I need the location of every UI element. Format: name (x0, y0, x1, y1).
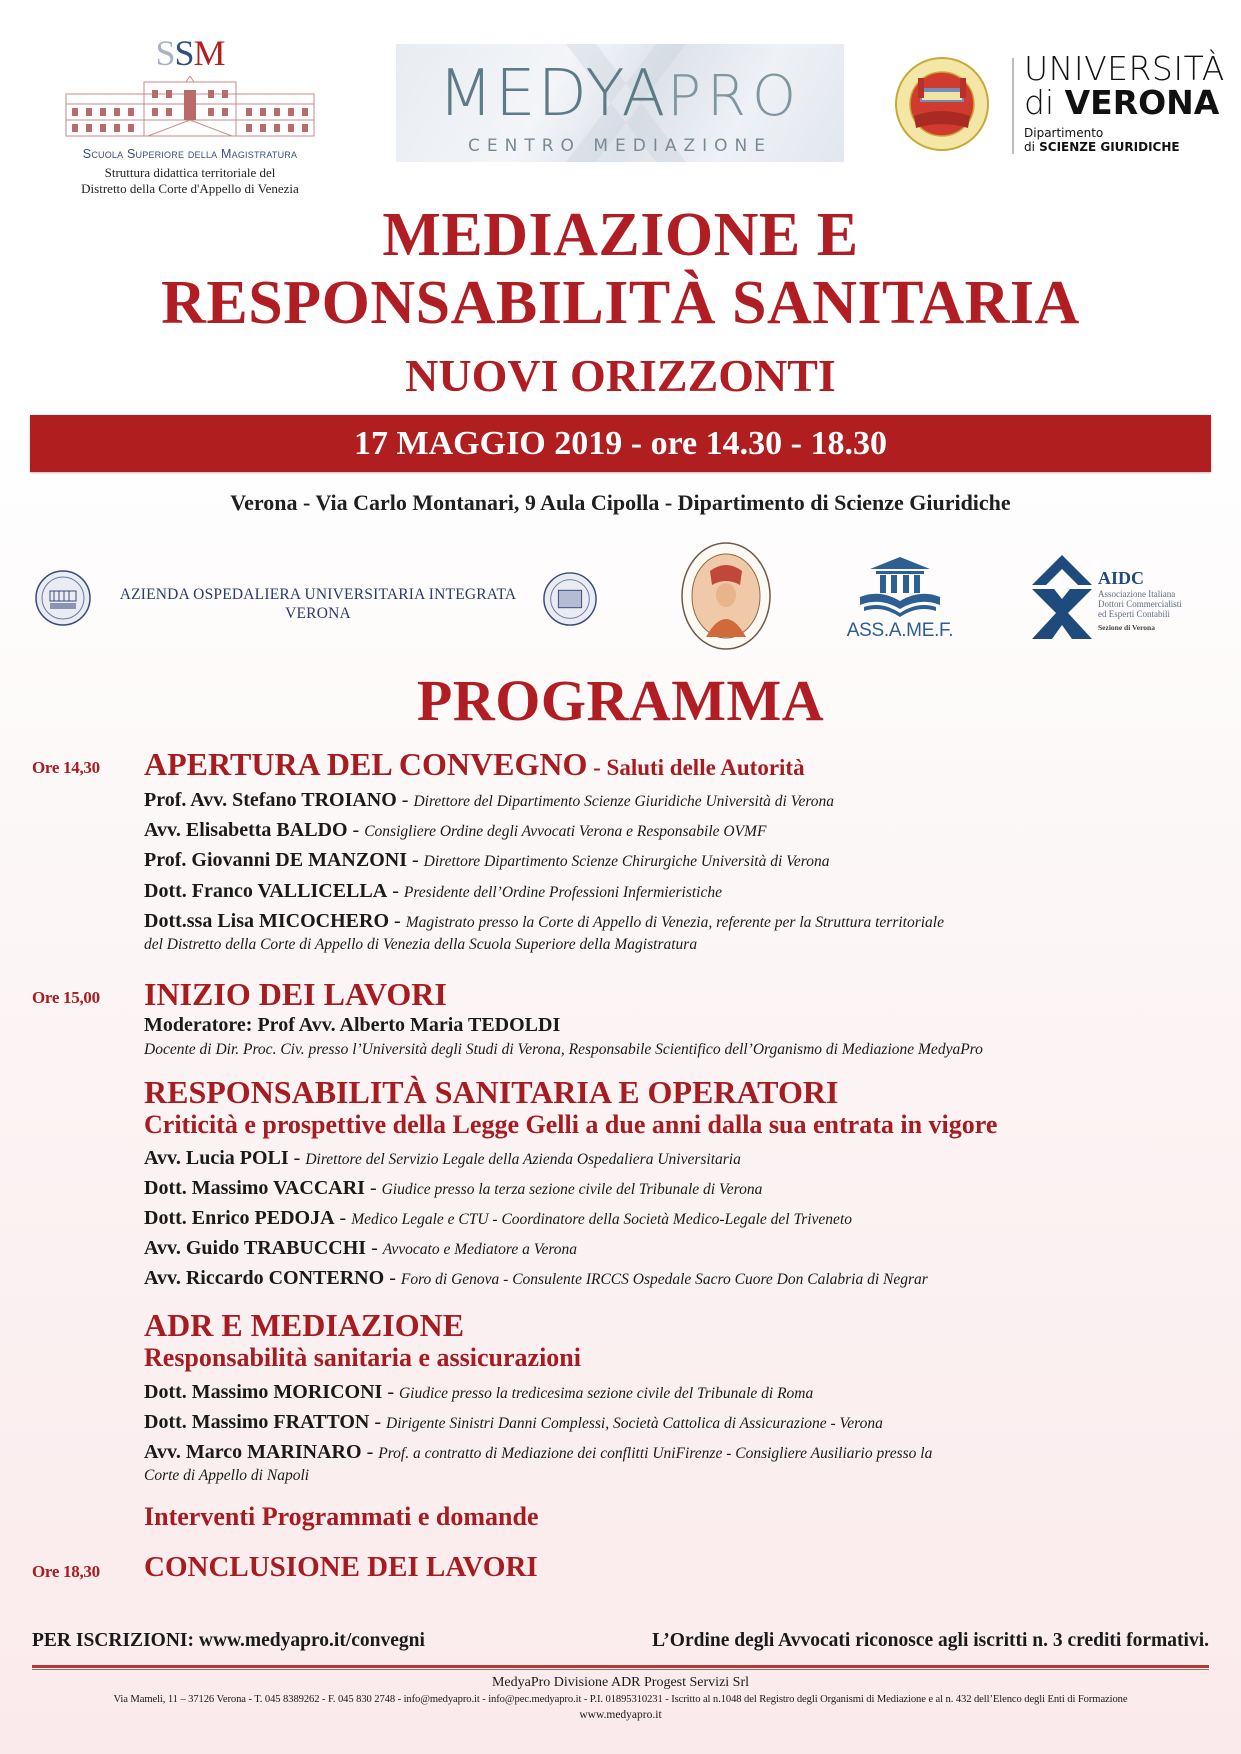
ssm-name: Scuola Superiore della Magistratura (82, 147, 298, 161)
univr-divider (1012, 58, 1014, 154)
speaker-row: Dott. Massimo FRATTON - Dirigente Sinistri Danni Complessi, Società Cattolica di Assicurazione - Verona (144, 1411, 883, 1433)
speaker-row: Dott. Massimo MORICONI - Giudice presso la tredicesima sezione civile del Tribunale di Roma (144, 1381, 814, 1403)
event-title-line1: MEDIAZIONE E (382, 201, 859, 269)
footer-organization: MedyaPro Divisione ADR Progest Servizi Srl (491, 1675, 750, 1690)
footer-website-link[interactable]: www.medyapro.it (579, 1709, 662, 1721)
assamef-name: ASS.A.ME.F. (846, 620, 954, 641)
aou-name: AZIENDA OSPEDALIERA UNIVERSITARIA INTEGRATA VERONA (119, 586, 517, 622)
ordine-avvocati-seal-icon (680, 541, 772, 651)
speaker-row: Dott.ssa Lisa MICOCHERO - Magistrato presso la Corte di Appello di Venezia, referente per la Struttura territoriale (144, 910, 944, 932)
speaker-row: Prof. Avv. Stefano TROIANO - Direttore del Dipartimento Scienze Giuridiche Università di Verona (144, 789, 835, 811)
univr-name-line2: di VERONA (1024, 83, 1220, 122)
speaker-row: Dott. Enrico PEDOJA - Medico Legale e CTU - Coordinatore della Società Medico-Legale del Triveneto (144, 1207, 852, 1229)
footer-address: Via Mameli, 11 – 37126 Verona - T. 045 8389262 - F. 045 830 2748 - info@medyapro.it - info@pec.medyapro.it - P.I. 01895310231 - Iscritto al n.1048 del Registro degli Organismi di Mediazione e al n. 432 dell’Elenco degli Enti di Formazione (113, 1694, 1128, 1705)
credits-info: L’Ordine degli Avvocati riconosce agli iscritti n. 3 crediti formativi. (652, 1630, 1209, 1651)
moderator: Moderatore: Prof Avv. Alberto Maria TEDOLDI (144, 1014, 561, 1036)
ssm-subtitle-2: Distretto della Corte d'Appello di Venezia (81, 181, 299, 196)
session-time: Ore 18,30 (32, 1562, 100, 1581)
univr-dept-line1: Dipartimento (1024, 126, 1104, 140)
ssm-letters: SSM (155, 33, 225, 73)
ssm-subtitle-1: Struttura didattica territoriale del (104, 165, 276, 180)
medyapro-subtitle: CENTRO MEDIAZIONE (468, 136, 772, 156)
medyapro-logo (396, 44, 844, 162)
aidc-section: Sezione di Verona (1098, 623, 1155, 632)
session-title: RESPONSABILITÀ SANITARIA E OPERATORI (144, 1074, 839, 1110)
speaker-row: Avv. Marco MARINARO - Prof. a contratto di Mediazione dei conflitti UniFirenze - Consigliere Ausiliario presso la (144, 1441, 933, 1463)
aidc-logo (1032, 555, 1232, 645)
speaker-row: Prof. Giovanni DE MANZONI - Direttore Dipartimento Scienze Chirurgiche Università di Verona (144, 849, 830, 871)
event-subtitle: NUOVI ORIZZONTI (405, 350, 836, 401)
registration-info[interactable]: PER ISCRIZIONI: www.medyapro.it/convegni (32, 1630, 425, 1651)
session-title: Interventi Programmati e domande (144, 1502, 539, 1531)
assamef-temple-book-icon (858, 555, 942, 617)
session-time: Ore 15,00 (32, 988, 100, 1007)
aidc-description: Associazione Italiana Dottori Commercialisti ed Esperti Contabili (1098, 589, 1182, 619)
session-subtitle: Criticità e prospettive della Legge Gelli a due anni dalla sua entrata in vigore (144, 1110, 998, 1139)
speaker-role-continuation: del Distretto della Corte di Appello di Venezia della Scuola Superiore della Magistratura (144, 936, 698, 953)
univr-name-line1: UNIVERSITÀ (1024, 49, 1225, 88)
speaker-row: Dott. Franco VALLICELLA - Presidente dell’Ordine Professioni Infermieristiche (144, 880, 722, 902)
aidc-name: AIDC (1098, 568, 1145, 588)
speaker-row: Avv. Elisabetta BALDO - Consigliere Ordine degli Avvocati Verona e Responsabile OVMF (144, 819, 767, 841)
univr-dept-line2: di SCIENZE GIURIDICHE (1024, 140, 1180, 154)
event-title-line2: RESPONSABILITÀ SANITARIA (161, 269, 1080, 337)
session-title: INIZIO DEI LAVORI (144, 976, 447, 1012)
palace-icon (64, 76, 316, 138)
session-title: ADR E MEDIAZIONE (144, 1307, 465, 1343)
moderator-role: Docente di Dir. Proc. Civ. presso l’Università degli Studi di Verona, Responsabile Scientifico dell’Organismo di Mediazione MedyaPro (144, 1041, 983, 1058)
speaker-row: Avv. Riccardo CONTERNO - Foro di Genova - Consulente IRCCS Ospedale Sacro Cuore Don Calabria di Negrar (144, 1267, 928, 1289)
medyapro-name: MEDYAPRO (437, 57, 803, 131)
session-title: CONCLUSIONE DEI LAVORI (144, 1551, 538, 1583)
event-date-banner: 17 MAGGIO 2019 - ore 14.30 - 18.30 (30, 415, 1211, 472)
aou-seal-right-icon (542, 571, 598, 627)
univr-seal-icon (894, 56, 990, 152)
speaker-row: Dott. Massimo VACCARI - Giudice presso la terza sezione civile del Tribunale di Verona (144, 1177, 763, 1199)
session-subtitle: Responsabilità sanitaria e assicurazioni (144, 1343, 581, 1372)
aidc-mark-icon (1032, 555, 1092, 639)
univr-logo (894, 49, 1234, 162)
speaker-role-continuation: Corte di Appello di Napoli (144, 1467, 310, 1484)
event-venue: Verona - Via Carlo Montanari, 9 Aula Cipolla - Dipartimento di Scienze Giuridiche (230, 490, 1011, 515)
ssm-logo (30, 20, 350, 200)
assamef-logo (830, 555, 970, 645)
session-title: APERTURA DEL CONVEGNO - Saluti delle Autorità (144, 746, 805, 782)
aou-seal-left-icon (34, 569, 92, 627)
footer-divider (32, 1665, 1209, 1670)
program-heading: PROGRAMMA (416, 668, 825, 733)
speaker-row: Avv. Lucia POLI - Direttore del Servizio Legale della Azienda Ospedaliera Universitaria (144, 1147, 741, 1169)
session-time: Ore 14,30 (32, 758, 100, 777)
speaker-row: Avv. Guido TRABUCCHI - Avvocato e Mediatore a Verona (144, 1237, 578, 1259)
